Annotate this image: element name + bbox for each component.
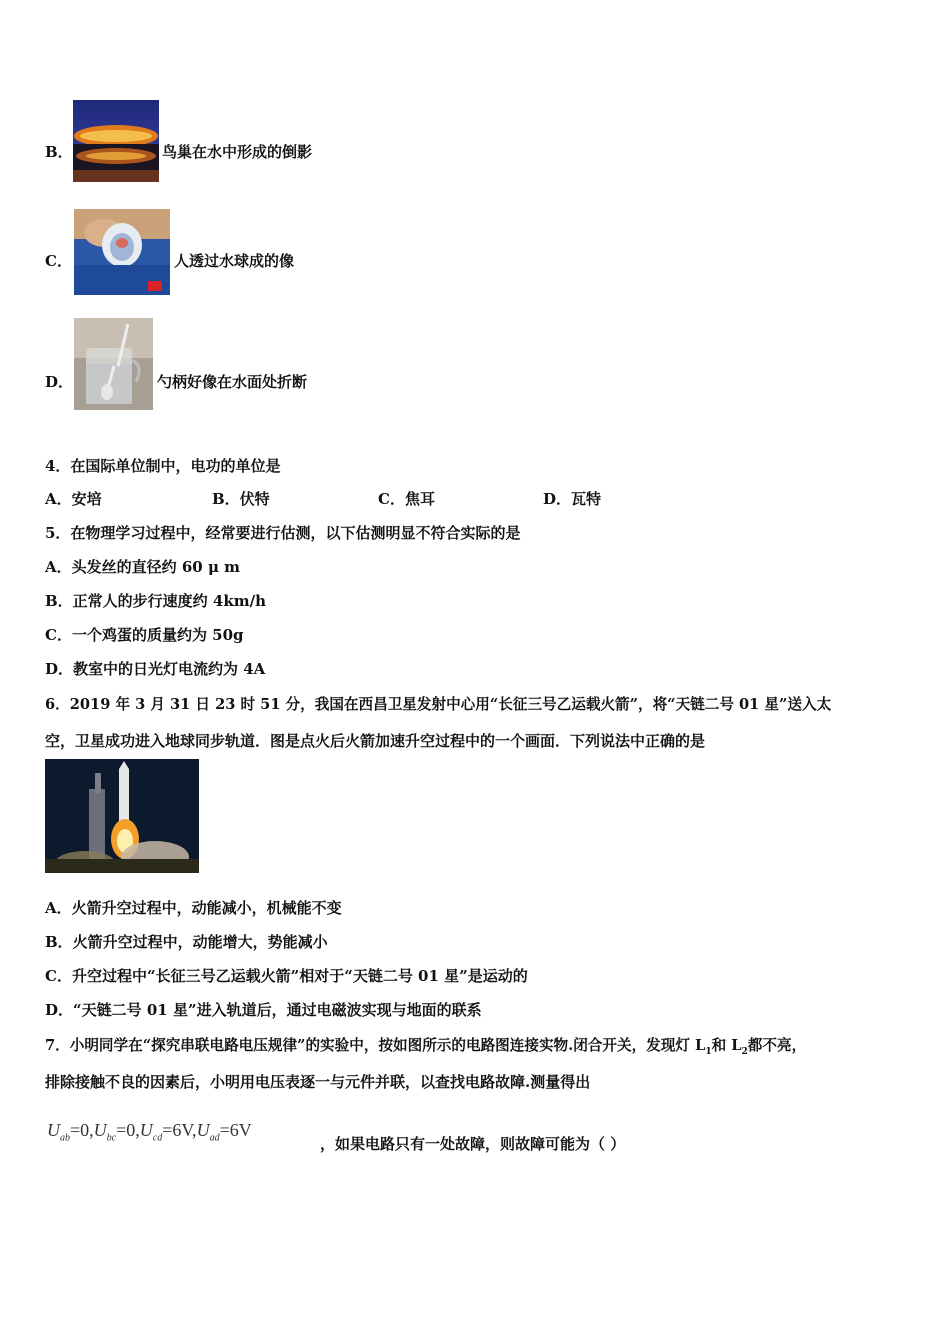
l1-subscript: 1: [705, 1046, 712, 1057]
q3-option-d-text: 勺柄好像在水面处折断: [157, 373, 308, 391]
rocket-launch-photo: [45, 759, 199, 873]
q4-option-a: A．安培: [45, 490, 102, 508]
value-ab: =0,: [70, 1120, 94, 1140]
option-letter: C．: [45, 252, 72, 270]
q6-option-a: A．火箭升空过程中，动能减小，机械能不变: [45, 899, 342, 917]
u-symbol: U: [93, 1120, 107, 1140]
birds-nest-reflection-photo: [73, 100, 159, 182]
q5-option-b: B．正常人的步行速度约 4km/h: [45, 592, 266, 610]
q3-option-c: [45, 250, 72, 271]
q5-option-d: D．教室中的日光灯电流约为 4A: [45, 660, 266, 678]
q4-option-d: D．瓦特: [543, 490, 602, 508]
q7-stem-line2: 排除接触不良的因素后，小明用电压表逐一与元件并联，以查找电路故障.测量得出: [45, 1073, 591, 1091]
q7-stem-part-c: 都不亮，: [747, 1037, 807, 1054]
sub-ad: ad: [209, 1132, 220, 1144]
q5-stem: 5．在物理学习过程中，经常要进行估测，以下估测明显不符合实际的是: [45, 524, 521, 542]
q6-option-b: B．火箭升空过程中，动能增大，势能减小: [45, 933, 328, 951]
q7-tail: ，如果电路只有一处故障，则故障可能为（ ）: [320, 1135, 626, 1153]
spoon-in-water-photo: [74, 318, 153, 410]
option-letter: D．: [45, 373, 74, 391]
q5-option-a: A．头发丝的直径约 60 μ m: [45, 558, 241, 576]
q3-option-c-text: 人透过水球成的像: [174, 252, 295, 270]
q4-stem: 4．在国际单位制中，电功的单位是: [45, 457, 281, 475]
q6-stem-line1: 6．2019 年 3 月 31 日 23 时 51 分，我国在西昌卫星发射中心用“长征三号乙运载火箭”，将“天链二号 01 星”送入太: [45, 696, 832, 713]
q3-option-d: [45, 371, 73, 392]
q6-stem-line2: 空，卫星成功进入地球同步轨道．图是点火后火箭加速升空过程中的一个画面．下列说法中正确的是: [45, 732, 706, 750]
q5-option-c: C．一个鸡蛋的质量约为 50g: [45, 626, 244, 644]
q3-option-b: [45, 141, 73, 162]
q6-option-c: C．升空过程中“长征三号乙运载火箭”相对于“天链二号 01 星”是运动的: [45, 967, 528, 985]
q4-option-b: B．伏特: [212, 490, 270, 508]
q4-option-c: C．焦耳: [378, 490, 435, 508]
value-ad: =6V: [219, 1120, 252, 1140]
water-ball-image-photo: [74, 209, 170, 295]
u-symbol: U: [196, 1120, 210, 1140]
sub-bc: bc: [106, 1132, 117, 1144]
value-bc: =0,: [116, 1120, 140, 1140]
q7-stem-line1: [45, 1034, 806, 1057]
value-cd: =6V,: [162, 1120, 197, 1140]
q6-option-d: D．“天链二号 01 星”进入轨道后，通过电磁波实现与地面的联系: [45, 1001, 482, 1019]
q3-option-b-text: 鸟巢在水中形成的倒影: [162, 143, 313, 161]
l2-subscript: 2: [741, 1046, 748, 1057]
u-symbol: U: [139, 1120, 153, 1140]
option-letter: B．: [45, 143, 73, 161]
sub-ab: ab: [60, 1132, 70, 1144]
u-symbol: U: [47, 1120, 60, 1140]
q7-stem-part-a: 7．小明同学在“探究串联电路电压规律”的实验中，按如图所示的电路图连接实物.闭合开关，发现灯 L: [45, 1037, 706, 1054]
q7-stem-part-b: 和 L: [711, 1037, 742, 1054]
sub-cd: cd: [152, 1132, 163, 1144]
voltage-formula: [47, 1120, 252, 1144]
